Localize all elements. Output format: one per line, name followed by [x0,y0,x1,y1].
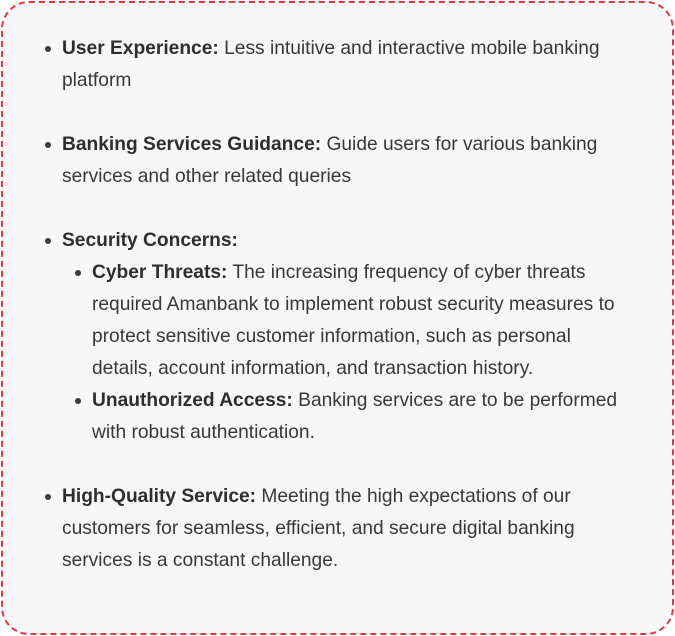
bullet-icon [45,142,51,148]
item-title: Security Concerns: [62,230,238,251]
item-title: Banking Services Guidance: [62,134,322,155]
subitem-text: The increasing frequency of cyber threats required Amanbank to implement robust security measures to protect sensitive customer information, such as personal details, account information, and transaction history. [92,262,615,379]
challenges-card [1,1,674,635]
subitem-text: Banking services are to be performed with robust authentication. [92,390,618,443]
security-concerns-sublist [62,257,633,449]
list-item-security-concerns [62,225,633,449]
bullet-icon [75,398,81,404]
item-text: Less intuitive and interactive mobile banking platform [62,38,600,91]
item-title: User Experience: [62,38,219,59]
bullet-icon [75,270,81,276]
subitem-title: Cyber Threats: [92,262,228,283]
bullet-icon [45,46,51,52]
subitem-title: Unauthorized Access: [92,390,293,411]
list-item-banking-services-guidance [62,129,633,193]
list-item-high-quality-service [62,481,633,577]
bullet-icon [45,238,51,244]
item-text: Guide users for various banking services and other related queries [62,134,598,187]
bullet-icon [45,494,51,500]
item-title: High-Quality Service: [62,486,257,507]
list-item-user-experience [62,33,633,97]
sublist-item-unauthorized-access [92,385,633,449]
sublist-item-cyber-threats [92,257,633,385]
challenges-list [3,33,633,577]
item-text: Meeting the high expectations of our customers for seamless, efficient, and secure digital banking services is a constant challenge. [62,486,575,571]
